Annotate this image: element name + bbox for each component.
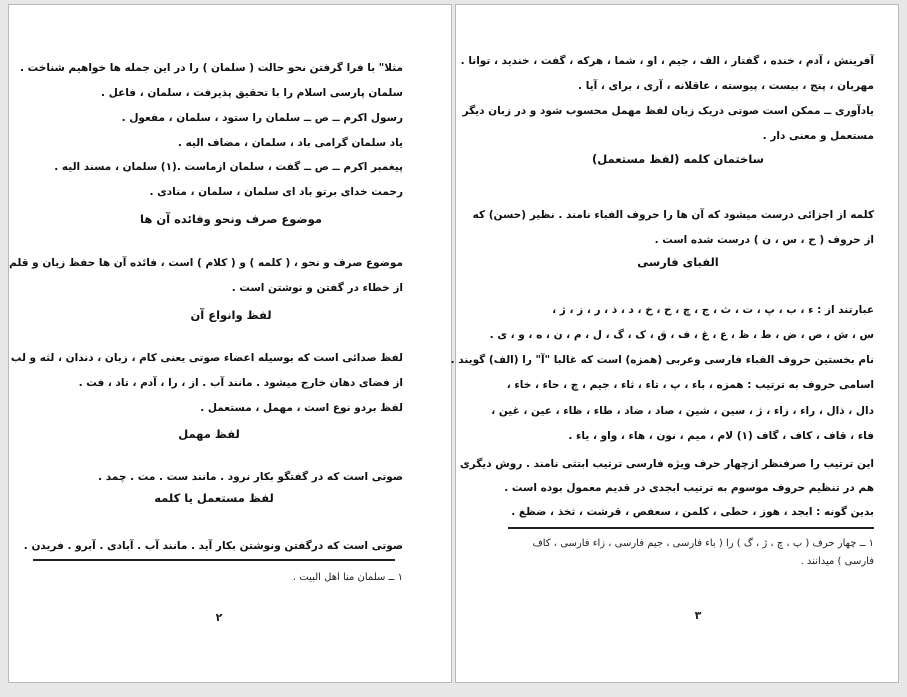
left-para2-line-1: لفظ صدائی است که بوسیله اعضاء صوتی یعنی کام ، زبان ، دندان ، لثه و لب [10, 352, 403, 364]
left-line-5: پیغمبر اکرم ــ ص ــ گفت ، سلمان ازماست .(۱) سلمان ، مسند الیه . [54, 161, 403, 173]
right-alphabet-line-4: اسامی حروف به ترتیب : همزه ، باء ، پ ، تاء ، ثاء ، جیم ، چ ، حاء ، خاء ، [506, 379, 874, 391]
left-para4: صوتی است که درگفتن ونوشتن بکار آید . مانند آب . آبادی . آبرو . فریدن . [23, 540, 403, 552]
right-line-2: مهربان ، پنج ، بیست ، پیوسته ، عاقلانه ، آری ، برای ، آیا . [578, 80, 874, 92]
left-para2-line-2: از فضای دهان خارج میشود . مانند آب . از ، را ، آدم ، تاد ، فت . [78, 377, 403, 389]
right-line-4: مستعمل و معنی دار . [762, 130, 874, 142]
right-footnote-line-1: ۱ ــ چهار حرف ( پ ، چ ، ژ ، گ ) را ( باء فارسی ، جیم فارسی ، زاء فارسی ، کاف [532, 538, 874, 549]
right-para1-line-1: کلمه از اجزائی درست میشود که آن ها را حروف الفباء نامند . نظیر (حسن) که [472, 209, 874, 221]
right-page-number: ۳ [694, 609, 702, 622]
left-line-6: رحمت خدای برتو باد ای سلمان ، سلمان ، منادی . [149, 186, 403, 198]
right-alphabet-line-6: فاء ، قاف ، کاف ، گاف (۱) لام ، میم ، نون ، هاء ، واو ، یاء . [568, 430, 874, 442]
right-para1-line-2: از حروف ( ح ، س ، ن ) درست شده است . [654, 234, 874, 246]
right-alphabet-line-5: دال ، ذال ، راء ، زاء ، ژ ، سین ، شین ، صاد ، ضاد ، طاء ، ظاء ، عین ، غین ، [491, 405, 874, 417]
right-para2-line-3: بدین گونه : ابجد ، هوز ، حطی ، کلمن ، سعفص ، قرشت ، ثخذ ، ضظغ . [511, 506, 874, 518]
left-heading-word-types: لفظ وانواع آن [190, 308, 272, 322]
left-line-2: سلمان پارسی اسلام را با تحقیق پذیرفت ، سلمان ، فاعل . [101, 87, 403, 99]
left-footnote-rule [33, 559, 395, 561]
left-line-1: مثلا" با فرا گرفتن نحو حالت ( سلمان ) را در این جمله ها خواهیم شناخت . [20, 62, 403, 74]
right-alphabet-line-1: عبارتند از : ء ، ب ، پ ، ت ، ث ، ج ، چ ، ح ، خ ، د ، ذ ، ر ، ز ، ژ ، [552, 304, 874, 316]
right-heading-alphabet: الفبای فارسی [637, 255, 719, 269]
right-page [450, 4, 899, 683]
left-footnote: ۱ ــ سلمان منا اهل البیت . [292, 572, 403, 583]
right-alphabet-line-3: نام بخستین حروف الفباء فارسی وعربی (همزه) است که غالبا "آ" را (الف) گویند . [450, 354, 874, 366]
right-para2-line-2: هم در تنظیم حروف موسوم به ترتیب ابجدی در قدیم معمول بوده است . [504, 482, 874, 494]
right-alphabet-line-2: س ، ش ، ص ، ض ، ط ، ظ ، ع ، غ ، ف ، ق ، ک ، گ ، ل ، م ، ن ، ه ، و ، ی . [489, 329, 874, 341]
left-para1-line-1: موضوع صرف و نحو ، ( کلمه ) و ( کلام ) است ، فائده آن ها حفظ زبان و قلم [9, 257, 403, 269]
left-para2-line-3: لفظ بردو نوع است ، مهمل ، مستعمل . [200, 402, 403, 414]
right-footnote-line-2: فارسی ) میدانند . [800, 556, 874, 567]
right-line-3: یادآوری ــ ممکن است صوتی دریک زبان لفظ مهمل محسوب شود و در زبان دیگر [462, 105, 874, 117]
left-heading-used-word: لفظ مستعمل یا کلمه [154, 491, 274, 505]
left-heading-meaningless: لفظ مهمل [178, 427, 240, 441]
left-line-4: یاد سلمان گرامی باد ، سلمان ، مضاف الیه . [177, 137, 403, 149]
right-heading-word-structure: ساختمان کلمه (لفظ مستعمل) [592, 152, 764, 166]
right-footnote-rule [508, 527, 874, 529]
right-line-1: آفرینش ، آدم ، خنده ، گفتار ، الف ، جیم ، او ، شما ، هرکه ، گفت ، خندید ، توانا . [460, 55, 874, 67]
left-para3: صوتی است که در گفتگو بکار نرود . مانند ست . مت . چمد . [98, 471, 403, 483]
left-page-number: ۲ [215, 611, 223, 624]
left-heading-subject: موضوع صرف ونحو وفائده آن ها [140, 212, 322, 226]
left-page [8, 4, 452, 683]
right-para2-line-1: این ترتیب را صرفنظر ازچهار حرف ویژه فارسی ترتیب ابتثی نامند . روش دیگری [460, 458, 874, 470]
left-para1-line-2: از خطاء در گفتن و نوشتن است . [231, 282, 403, 294]
left-line-3: رسول اکرم ــ ص ــ سلمان را ستود ، سلمان ، مفعول . [121, 112, 403, 124]
